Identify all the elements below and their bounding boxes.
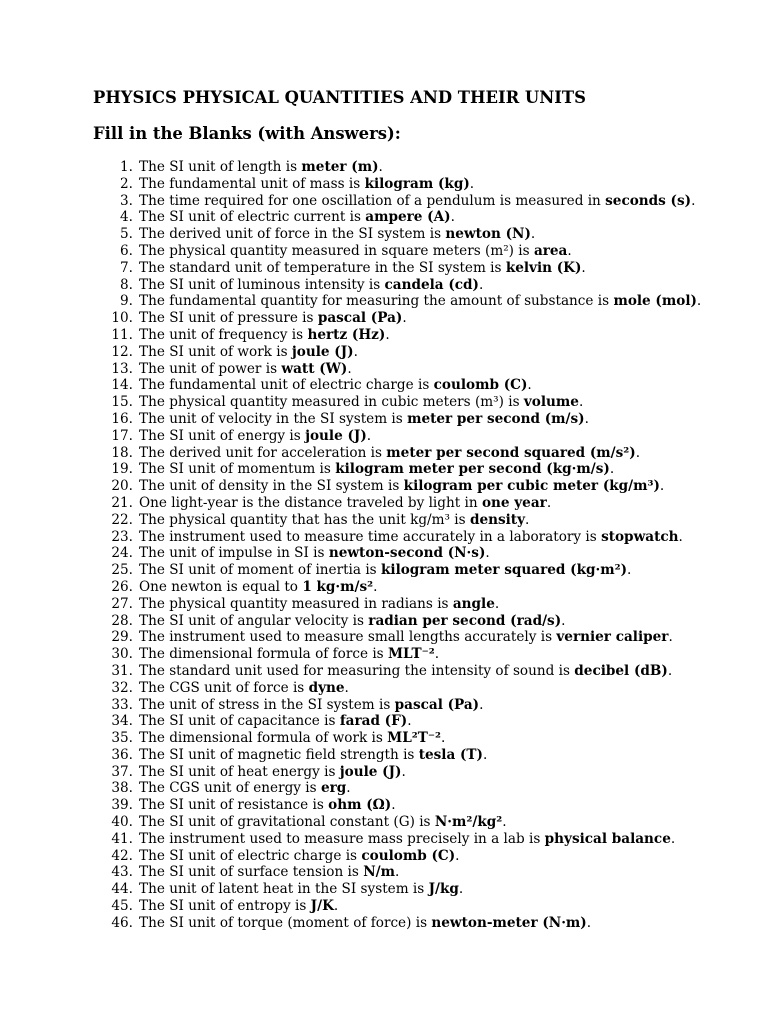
- item-text: [139, 747, 487, 764]
- item-answer: farad (F): [339, 713, 408, 730]
- item-number: 38.: [111, 780, 133, 797]
- item-punctuation: .: [440, 730, 446, 747]
- item-number: 7.: [120, 259, 133, 276]
- item-prompt: The instrument used to measure time accurately in a laboratory is: [139, 528, 602, 545]
- item-answer: vernier caliper: [556, 629, 669, 646]
- item-punctuation: .: [635, 444, 641, 461]
- item-prompt: The SI unit of angular velocity is: [139, 612, 369, 629]
- item-punctuation: .: [478, 276, 484, 293]
- item-answer: area: [533, 242, 568, 259]
- item-answer: physical balance: [544, 830, 671, 847]
- item-punctuation: .: [627, 562, 632, 579]
- item-number: 12.: [111, 343, 133, 360]
- item-punctuation: .: [385, 326, 390, 343]
- item-prompt: The SI unit of surface tension is: [139, 864, 364, 881]
- item-punctuation: .: [373, 578, 378, 595]
- item-answer: N/m: [363, 864, 395, 881]
- item-punctuation: .: [333, 898, 339, 915]
- item-answer: ML²T⁻²: [387, 730, 441, 747]
- item-number: 42.: [111, 847, 133, 864]
- item-punctuation: .: [401, 763, 406, 780]
- item-prompt: The physical quantity measured in radians is: [139, 595, 453, 612]
- item-answer: density: [469, 511, 525, 528]
- item-prompt: The SI unit of gravitational constant (G) is: [139, 814, 435, 831]
- item-text: [139, 428, 371, 445]
- item-prompt: The derived unit of force in the SI system is: [139, 226, 446, 243]
- item-answer: meter per second (m/s): [407, 410, 585, 427]
- item-prompt: The fundamental quantity for measuring the amount of substance is: [139, 293, 614, 310]
- item-answer: coulomb (C): [433, 377, 528, 394]
- item-prompt: The SI unit of momentum is: [139, 461, 336, 478]
- item-text: [139, 411, 589, 428]
- item-answer: seconds (s): [605, 192, 692, 209]
- item-text: [139, 881, 463, 898]
- item-text: [139, 193, 695, 210]
- item-punctuation: .: [581, 259, 586, 276]
- item-number: 29.: [111, 629, 133, 646]
- item-answer: watt (W): [281, 360, 348, 377]
- item-answer: J/K: [310, 898, 334, 915]
- item-text: [139, 277, 483, 294]
- item-text: [139, 579, 377, 596]
- item-punctuation: .: [479, 696, 484, 713]
- item-answer: J/kg: [428, 881, 459, 898]
- item-text: [139, 478, 664, 495]
- item-answer: erg: [320, 780, 347, 797]
- item-punctuation: .: [530, 226, 536, 243]
- item-text: [139, 445, 640, 462]
- item-text: [139, 898, 338, 915]
- item-answer: radian per second (rad/s): [368, 612, 562, 629]
- item-punctuation: .: [670, 830, 676, 847]
- item-prompt: The instrument used to measure mass precisely in a lab is: [139, 830, 545, 847]
- item-text: [139, 344, 358, 361]
- item-prompt: One light-year is the distance traveled by light in: [139, 494, 482, 511]
- item-text: [139, 495, 551, 512]
- item-punctuation: .: [586, 914, 592, 931]
- item-answer: MLT⁻²: [387, 646, 435, 663]
- item-punctuation: .: [407, 713, 412, 730]
- item-prompt: The SI unit of torque (moment of force) is: [139, 914, 432, 931]
- item-number: 36.: [111, 746, 133, 763]
- item-prompt: The instrument used to measure small lengths accurately is: [139, 629, 557, 646]
- item-prompt: The SI unit of capacitance is: [139, 713, 340, 730]
- item-answer: newton-second (N·s): [328, 545, 486, 562]
- item-punctuation: .: [668, 629, 673, 646]
- item-prompt: The SI unit of electric current is: [139, 209, 366, 226]
- item-prompt: The SI unit of magnetic field strength is: [139, 746, 419, 763]
- item-answer: joule (J): [305, 427, 367, 444]
- item-punctuation: .: [691, 192, 696, 209]
- item-number: 22.: [111, 511, 133, 528]
- item-text: [139, 377, 532, 394]
- item-prompt: The unit of impulse in SI is: [139, 545, 329, 562]
- item-punctuation: .: [527, 377, 532, 394]
- document-title: PHYSICS PHYSICAL QUANTITIES AND THEIR UNITS: [93, 88, 586, 107]
- item-number: 43.: [111, 864, 133, 881]
- item-number: 25.: [111, 562, 133, 579]
- item-punctuation: .: [366, 427, 372, 444]
- item-prompt: The unit of stress in the SI system is: [139, 696, 395, 713]
- item-answer: kilogram (kg): [364, 175, 470, 192]
- item-punctuation: .: [450, 209, 455, 226]
- item-answer: volume: [523, 394, 579, 411]
- item-punctuation: .: [485, 545, 490, 562]
- item-punctuation: .: [455, 847, 460, 864]
- item-text: [139, 243, 572, 260]
- item-prompt: The unit of velocity in the SI system is: [139, 410, 408, 427]
- item-punctuation: .: [434, 646, 440, 663]
- item-number: 4.: [120, 209, 133, 226]
- item-answer: pascal (Pa): [394, 696, 480, 713]
- item-punctuation: .: [482, 746, 488, 763]
- item-answer: coulomb (C): [361, 847, 456, 864]
- item-number: 3.: [120, 192, 133, 209]
- item-number: 39.: [111, 797, 133, 814]
- item-text: [139, 310, 407, 327]
- item-text: [139, 562, 631, 579]
- item-punctuation: .: [609, 461, 615, 478]
- item-number: 13.: [111, 360, 133, 377]
- item-punctuation: .: [391, 797, 396, 814]
- item-number: 10.: [111, 310, 133, 327]
- item-number: 27.: [111, 595, 133, 612]
- item-text: [139, 512, 529, 529]
- item-text: [139, 545, 490, 562]
- item-number: 45.: [111, 898, 133, 915]
- item-punctuation: .: [696, 293, 702, 310]
- item-text: [139, 764, 406, 781]
- item-answer: meter per second squared (m/s²): [386, 444, 636, 461]
- item-number: 46.: [111, 914, 133, 931]
- item-punctuation: .: [395, 864, 400, 881]
- item-prompt: The dimensional formula of force is: [139, 646, 388, 663]
- item-punctuation: .: [567, 242, 572, 259]
- item-punctuation: .: [353, 343, 358, 360]
- item-prompt: The SI unit of energy is: [139, 427, 306, 444]
- item-answer: one year: [481, 494, 547, 511]
- item-answer: dyne: [308, 679, 345, 696]
- item-text: [139, 327, 390, 344]
- item-text: [139, 159, 383, 176]
- item-answer: newton (N): [445, 226, 531, 243]
- item-number: 35.: [111, 730, 133, 747]
- item-text: [139, 629, 673, 646]
- item-number: 9.: [120, 293, 133, 310]
- section-heading: Fill in the Blanks (with Answers):: [93, 124, 401, 143]
- item-number: 40.: [111, 814, 133, 831]
- item-number: 28.: [111, 612, 133, 629]
- item-prompt: The unit of latent heat in the SI system is: [139, 881, 429, 898]
- item-punctuation: .: [659, 478, 665, 495]
- item-prompt: The SI unit of pressure is: [139, 310, 318, 327]
- item-answer: stopwatch: [601, 528, 679, 545]
- item-number: 32.: [111, 679, 133, 696]
- item-answer: pascal (Pa): [317, 310, 403, 327]
- item-prompt: The standard unit of temperature in the SI system is: [139, 259, 506, 276]
- item-number: 31.: [111, 662, 133, 679]
- item-text: [139, 529, 683, 546]
- item-prompt: The unit of power is: [139, 360, 282, 377]
- item-punctuation: .: [502, 814, 507, 831]
- item-punctuation: .: [561, 612, 566, 629]
- item-text: [139, 780, 351, 797]
- item-punctuation: .: [524, 511, 530, 528]
- item-prompt: The derived unit for acceleration is: [139, 444, 387, 461]
- item-prompt: The unit of frequency is: [139, 326, 308, 343]
- item-answer: hertz (Hz): [307, 326, 386, 343]
- item-number: 33.: [111, 696, 133, 713]
- item-text: [139, 864, 399, 881]
- item-text: [139, 797, 396, 814]
- item-prompt: The SI unit of resistance is: [139, 797, 329, 814]
- item-text: [139, 730, 445, 747]
- item-prompt: One newton is equal to: [139, 578, 303, 595]
- item-answer: kilogram meter squared (kg·m²): [380, 562, 627, 579]
- item-number: 6.: [120, 242, 133, 259]
- item-prompt: The SI unit of moment of inertia is: [139, 562, 381, 579]
- item-number: 15.: [111, 394, 133, 411]
- item-punctuation: .: [458, 881, 464, 898]
- item-prompt: The SI unit of heat energy is: [139, 763, 340, 780]
- item-text: [139, 260, 586, 277]
- item-number: 21.: [111, 494, 133, 511]
- item-prompt: The SI unit of work is: [139, 343, 292, 360]
- item-answer: kelvin (K): [505, 259, 582, 276]
- item-text: [139, 663, 672, 680]
- item-answer: newton-meter (N·m): [431, 914, 587, 931]
- item-prompt: The dimensional formula of work is: [139, 730, 388, 747]
- item-punctuation: .: [667, 662, 673, 679]
- item-answer: kilogram meter per second (kg·m/s): [335, 461, 610, 478]
- item-prompt: The physical quantity measured in square meters (m²) is: [139, 242, 534, 259]
- item-punctuation: .: [678, 528, 683, 545]
- item-number: 26.: [111, 578, 133, 595]
- item-number: 1.: [120, 159, 133, 175]
- item-text: [139, 176, 474, 193]
- item-text: [139, 461, 614, 478]
- item-number: 23.: [111, 528, 133, 545]
- item-punctuation: .: [378, 159, 383, 175]
- item-text: [139, 361, 352, 378]
- item-number: 44.: [111, 881, 133, 898]
- item-answer: joule (J): [339, 763, 402, 780]
- item-text: [139, 915, 591, 932]
- item-prompt: The physical quantity measured in cubic meters (m³) is: [139, 394, 524, 411]
- item-text: [139, 226, 535, 243]
- item-punctuation: .: [494, 595, 500, 612]
- item-number: 37.: [111, 763, 133, 780]
- item-prompt: The fundamental unit of electric charge is: [139, 377, 434, 394]
- item-prompt: The SI unit of entropy is: [139, 898, 311, 915]
- item-answer: ampere (A): [365, 209, 451, 226]
- item-punctuation: .: [346, 780, 351, 797]
- item-punctuation: .: [584, 410, 589, 427]
- item-prompt: The unit of density in the SI system is: [139, 478, 404, 495]
- item-number: 17.: [111, 427, 133, 444]
- item-prompt: The SI unit of electric charge is: [139, 847, 362, 864]
- item-punctuation: .: [344, 679, 349, 696]
- item-text: [139, 613, 565, 630]
- item-answer: 1 kg·m/s²: [302, 578, 374, 595]
- item-prompt: The SI unit of length is: [139, 159, 302, 175]
- item-punctuation: .: [578, 394, 584, 411]
- item-text: [139, 394, 583, 411]
- item-punctuation: .: [402, 310, 407, 327]
- item-number: 18.: [111, 444, 133, 461]
- item-number: 11.: [111, 326, 133, 343]
- item-punctuation: .: [469, 175, 475, 192]
- item-number: 14.: [111, 377, 133, 394]
- item-prompt: The CGS unit of energy is: [139, 780, 321, 797]
- item-answer: kilogram per cubic meter (kg/m³): [403, 478, 660, 495]
- item-answer: N·m²/kg²: [434, 814, 503, 831]
- item-number: 2.: [120, 175, 133, 192]
- item-prompt: The physical quantity that has the unit kg/m³ is: [139, 511, 470, 528]
- item-answer: tesla (T): [418, 746, 483, 763]
- item-text: [139, 293, 701, 310]
- item-text: [139, 713, 412, 730]
- item-answer: candela (cd): [384, 276, 479, 293]
- item-text: [139, 646, 439, 663]
- item-text: [139, 848, 459, 865]
- item-number: 30.: [111, 646, 133, 663]
- item-number: 5.: [120, 226, 133, 243]
- item-answer: joule (J): [291, 343, 354, 360]
- item-text: [139, 680, 349, 697]
- item-text: [139, 831, 675, 848]
- item-answer: angle: [452, 595, 495, 612]
- item-prompt: The SI unit of luminous intensity is: [139, 276, 385, 293]
- item-text: [139, 697, 483, 714]
- item-number: 34.: [111, 713, 133, 730]
- item-punctuation: .: [347, 360, 352, 377]
- item-number: 19.: [111, 461, 133, 478]
- item-text: [139, 596, 499, 613]
- item-prompt: The standard unit used for measuring the intensity of sound is: [139, 662, 575, 679]
- item-number: 24.: [111, 545, 133, 562]
- item-number: 20.: [111, 478, 133, 495]
- item-answer: meter (m): [301, 159, 379, 175]
- item-number: 16.: [111, 410, 133, 427]
- item-punctuation: .: [546, 494, 552, 511]
- item-prompt: The time required for one oscillation of a pendulum is measured in: [139, 192, 606, 209]
- item-text: [139, 209, 455, 226]
- item-answer: ohm (Ω): [328, 797, 392, 814]
- item-prompt: The fundamental unit of mass is: [139, 175, 365, 192]
- item-answer: decibel (dB): [574, 662, 668, 679]
- item-number: 41.: [111, 830, 133, 847]
- item-answer: mole (mol): [613, 293, 697, 310]
- item-text: [139, 814, 507, 831]
- item-prompt: The CGS unit of force is: [139, 679, 309, 696]
- item-number: 8.: [120, 276, 133, 293]
